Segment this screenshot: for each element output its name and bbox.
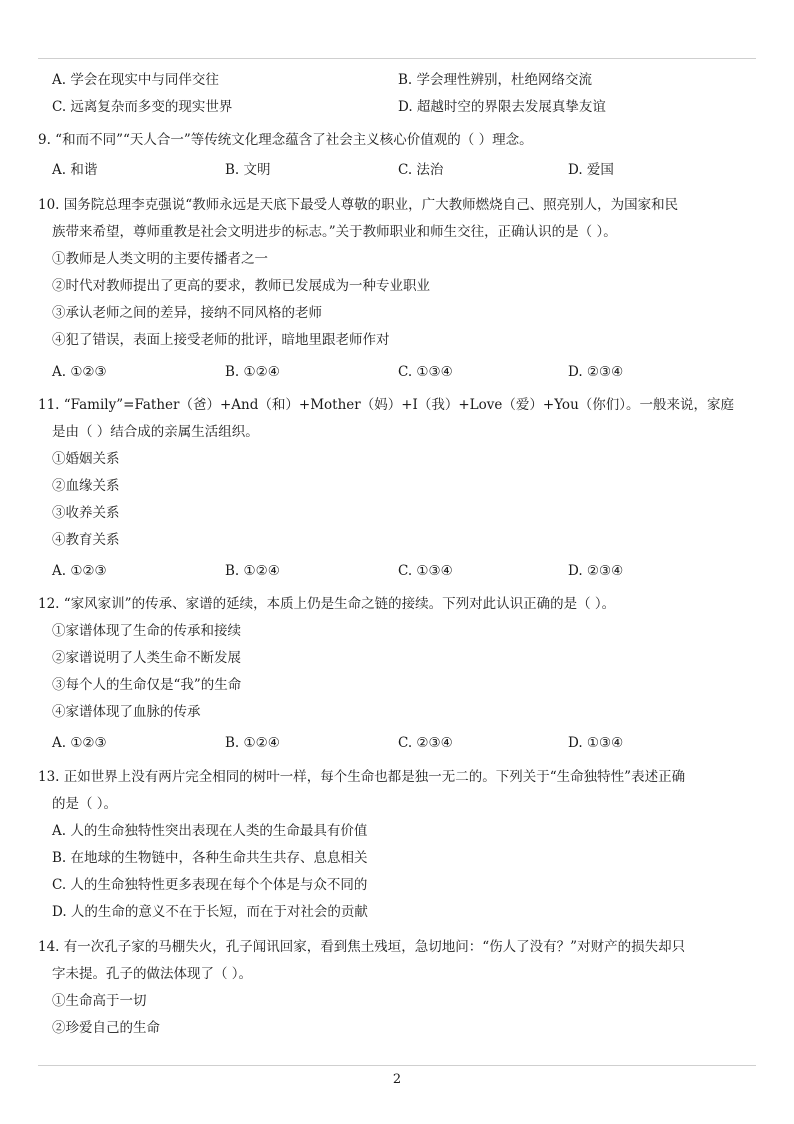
statement-item: ①婚姻关系 — [52, 451, 120, 467]
statement-item: ②时代对教师提出了更高的要求，教师已发展成为一种专业职业 — [52, 278, 430, 294]
option-b: B. ①②④ — [225, 735, 280, 751]
option-a: A. 和谐 — [52, 162, 98, 178]
option-c: C. 法治 — [398, 162, 444, 178]
question-stem-line: 的是（ ）。 — [52, 796, 118, 812]
statement-item: ③承认老师之间的差异，接纳不同风格的老师 — [52, 305, 322, 321]
option-c: C. 远离复杂而多变的现实世界 — [52, 99, 233, 115]
option-d: D. 爱国 — [568, 162, 614, 178]
option-c: C. 人的生命独特性更多表现在每个个体是与众不同的 — [52, 877, 368, 893]
option-c: C. ①③④ — [398, 364, 453, 380]
question-stem-line: 字未提。孔子的做法体现了（ ）。 — [52, 966, 253, 982]
header-rule — [38, 58, 756, 59]
option-c: C. ①③④ — [398, 563, 453, 579]
option-a: A. 学会在现实中与同伴交往 — [52, 72, 219, 88]
statement-item: ①生命高于一切 — [52, 993, 147, 1009]
option-d: D. 人的生命的意义不在于长短，而在于对社会的贡献 — [52, 904, 368, 920]
statement-item: ④教育关系 — [52, 532, 120, 548]
option-a: A. ①②③ — [52, 364, 107, 380]
option-d: D. ①③④ — [568, 735, 624, 751]
question-stem: 9. “和而不同”“天人合一”等传统文化理念蕴含了社会主义核心价值观的（ ）理念。 — [38, 132, 533, 148]
option-b: B. ①②④ — [225, 563, 280, 579]
footer-rule — [38, 1065, 756, 1066]
question-stem-line: 11. “Family”=Father（爸）+And（和）+Mother（妈）+I（我）+Love（爱）+You（你们）。一般来说，家庭 — [38, 397, 735, 413]
option-a: A. ①②③ — [52, 735, 107, 751]
statement-item: ②家谱说明了人类生命不断发展 — [52, 650, 241, 666]
option-b: B. ①②④ — [225, 364, 280, 380]
option-d: D. 超越时空的界限去发展真挚友谊 — [398, 99, 606, 115]
statement-item: ①教师是人类文明的主要传播者之一 — [52, 251, 268, 267]
option-d: D. ②③④ — [568, 563, 624, 579]
question-stem-line: 13. 正如世界上没有两片完全相同的树叶一样，每个生命也都是独一无二的。下列关于“生命独特性”表述正确 — [38, 769, 686, 785]
question-stem: 12. “家风家训”的传承、家谱的延续，本质上仍是生命之链的接续。下列对此认识正确的是（ ）。 — [38, 596, 616, 612]
statement-item: ②珍爱自己的生命 — [52, 1020, 160, 1036]
option-c: C. ②③④ — [398, 735, 453, 751]
option-b: B. 文明 — [225, 162, 271, 178]
option-a: A. ①②③ — [52, 563, 107, 579]
statement-item: ①家谱体现了生命的传承和接续 — [52, 623, 241, 639]
statement-item: ②血缘关系 — [52, 478, 120, 494]
question-stem-line: 族带来希望，尊师重教是社会文明进步的标志。”关于教师职业和师生交往，正确认识的是（ ）。 — [52, 224, 617, 240]
question-stem-line: 是由（ ）结合成的亲属生活组织。 — [52, 424, 259, 440]
statement-item: ③收养关系 — [52, 505, 120, 521]
statement-item: ③每个人的生命仅是“我”的生命 — [52, 677, 242, 693]
option-a: A. 人的生命独特性突出表现在人类的生命最具有价值 — [52, 823, 368, 839]
option-b: B. 在地球的生物链中，各种生命共生共存、息息相关 — [52, 850, 368, 866]
page-number: 2 — [392, 1072, 402, 1087]
option-b: B. 学会理性辨别，杜绝网络交流 — [398, 72, 593, 88]
question-stem-line: 10. 国务院总理李克强说“教师永远是天底下最受人尊敬的职业，广大教师燃烧自己、照亮别人，为国家和民 — [38, 197, 679, 213]
question-stem-line: 14. 有一次孔子家的马棚失火，孔子闻讯回家，看到焦土残垣，急切地问：“伤人了没有？”对财产的损失却只 — [38, 939, 686, 955]
statement-item: ④家谱体现了血脉的传承 — [52, 704, 201, 720]
option-d: D. ②③④ — [568, 364, 624, 380]
statement-item: ④犯了错误，表面上接受老师的批评，暗地里跟老师作对 — [52, 332, 390, 348]
